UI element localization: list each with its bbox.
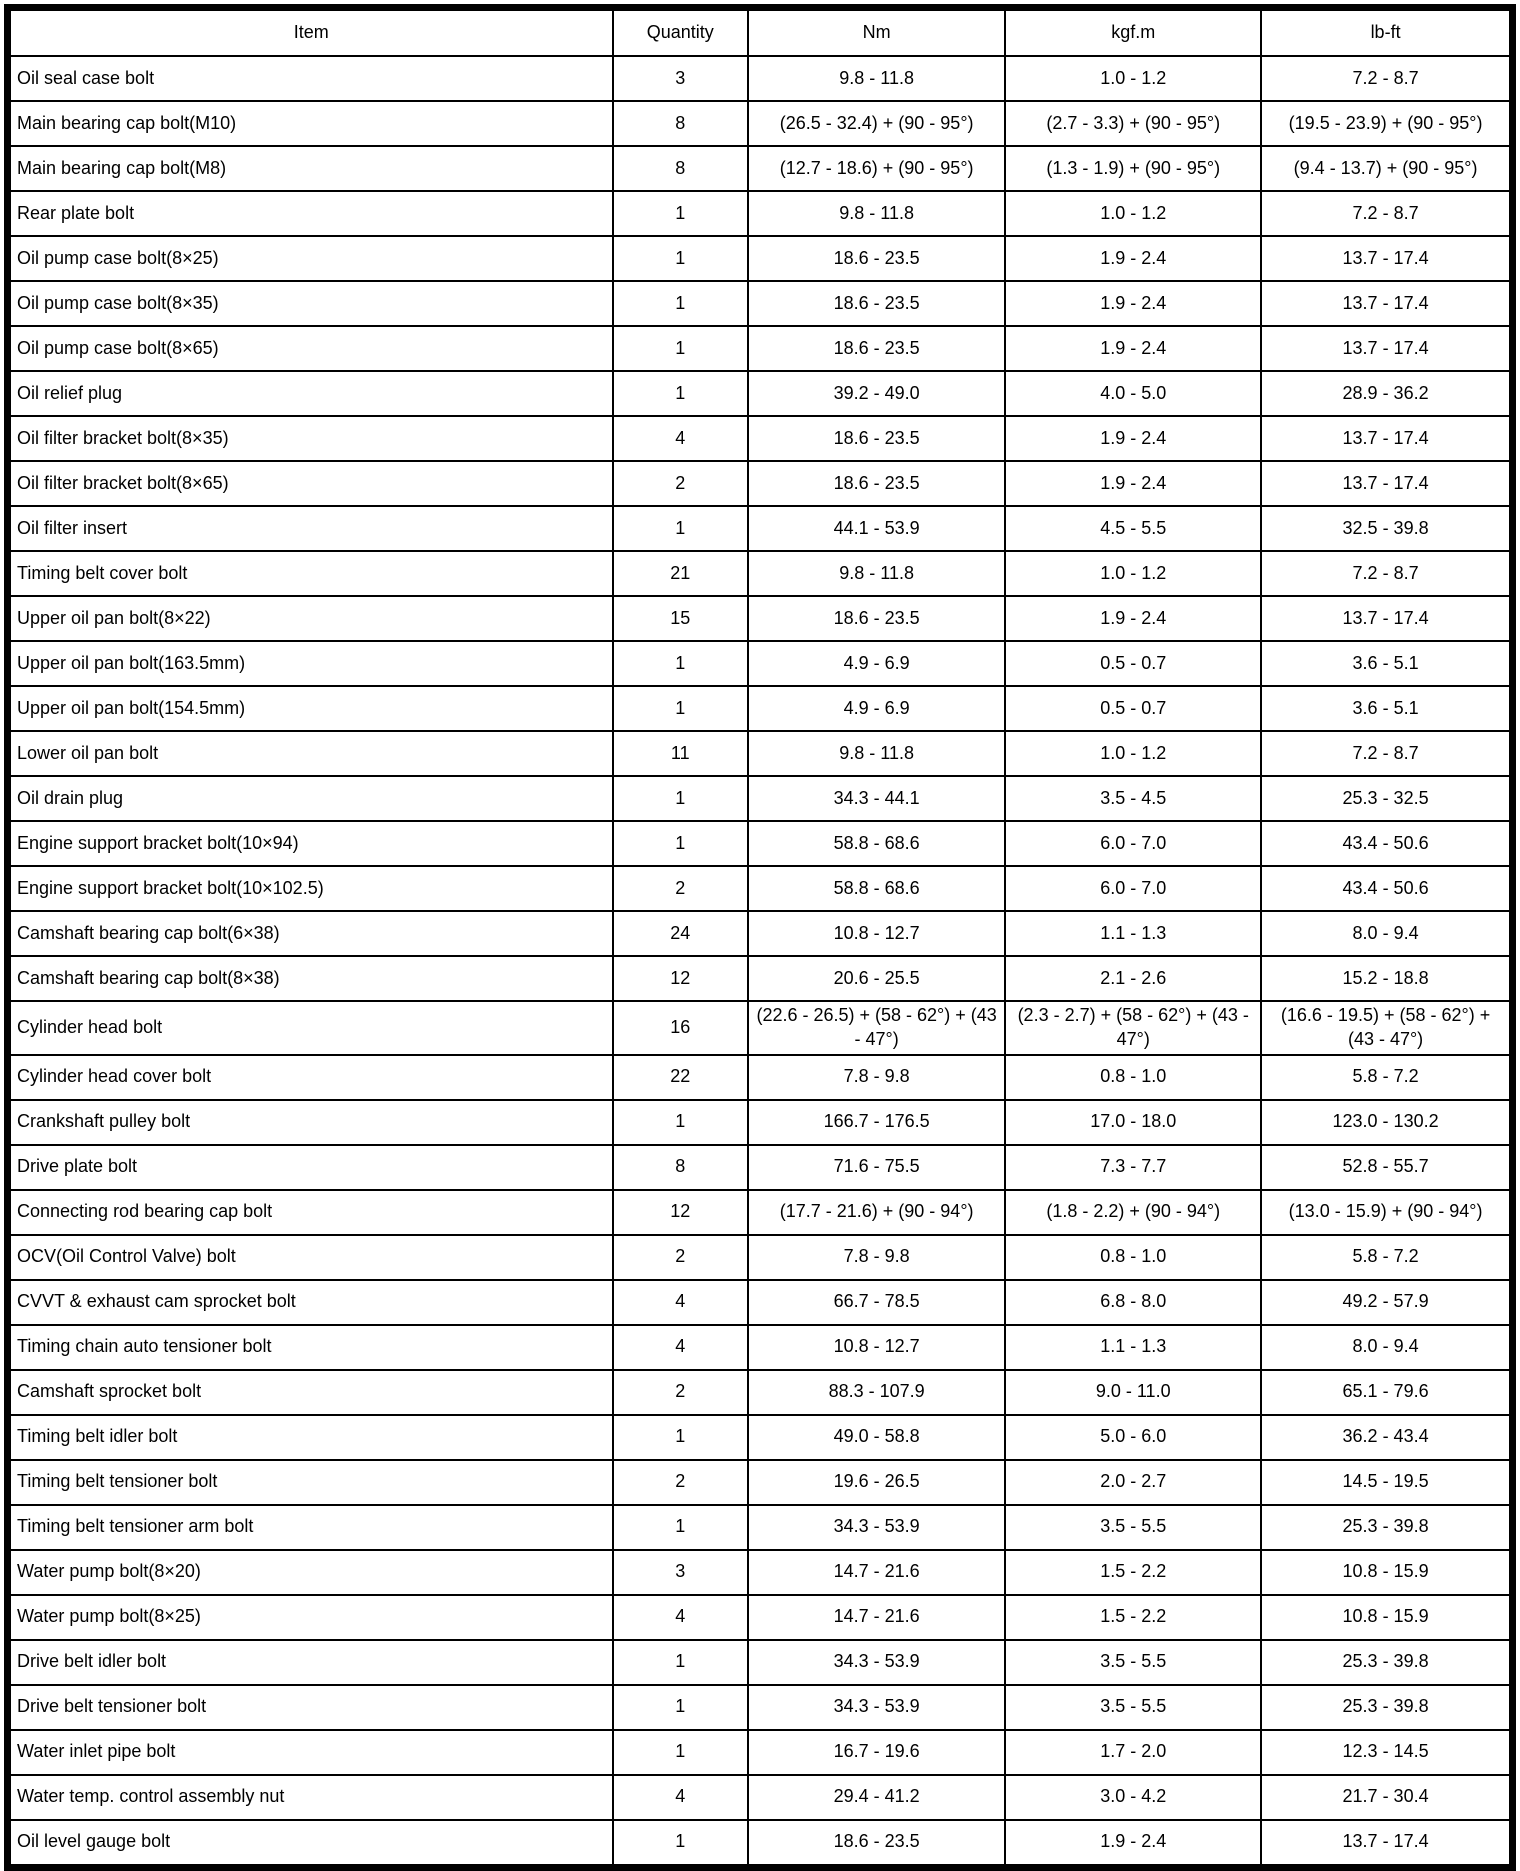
item-cell: Upper oil pan bolt(8×22) xyxy=(8,596,613,641)
table-row xyxy=(8,1415,1513,1460)
lbft-cell: 13.7 - 17.4 xyxy=(1261,236,1512,281)
quantity-cell: 3 xyxy=(613,1550,748,1595)
nm-cell: 66.7 - 78.5 xyxy=(748,1280,1005,1325)
item-cell: Drive belt tensioner bolt xyxy=(8,1685,613,1730)
quantity-cell: 4 xyxy=(613,1595,748,1640)
table-row xyxy=(8,56,1513,101)
quantity-cell: 2 xyxy=(613,866,748,911)
nm-cell: 18.6 - 23.5 xyxy=(748,326,1005,371)
table-row xyxy=(8,1640,1513,1685)
lbft-cell: 12.3 - 14.5 xyxy=(1261,1730,1512,1775)
lbft-cell: 123.0 - 130.2 xyxy=(1261,1100,1512,1145)
lbft-cell: 7.2 - 8.7 xyxy=(1261,551,1512,596)
quantity-cell: 21 xyxy=(613,551,748,596)
table-row xyxy=(8,1190,1513,1235)
item-cell: Cylinder head cover bolt xyxy=(8,1055,613,1100)
table-row xyxy=(8,1370,1513,1415)
item-cell: Rear plate bolt xyxy=(8,191,613,236)
kgfm-cell: 1.9 - 2.4 xyxy=(1005,281,1261,326)
quantity-cell: 4 xyxy=(613,1280,748,1325)
lbft-cell: 21.7 - 30.4 xyxy=(1261,1775,1512,1820)
item-cell: Water inlet pipe bolt xyxy=(8,1730,613,1775)
quantity-cell: 1 xyxy=(613,1415,748,1460)
lbft-cell: 13.7 - 17.4 xyxy=(1261,416,1512,461)
table-row xyxy=(8,1820,1513,1868)
table-row xyxy=(8,1280,1513,1325)
table-row xyxy=(8,776,1513,821)
item-cell: Oil drain plug xyxy=(8,776,613,821)
quantity-cell: 1 xyxy=(613,1820,748,1868)
lbft-cell: 10.8 - 15.9 xyxy=(1261,1550,1512,1595)
item-cell: Camshaft bearing cap bolt(6×38) xyxy=(8,911,613,956)
item-cell: Cylinder head bolt xyxy=(8,1001,613,1055)
lbft-cell: (13.0 - 15.9) + (90 - 94°) xyxy=(1261,1190,1512,1235)
lbft-cell: 49.2 - 57.9 xyxy=(1261,1280,1512,1325)
nm-cell: 18.6 - 23.5 xyxy=(748,1820,1005,1868)
quantity-cell: 1 xyxy=(613,1505,748,1550)
kgfm-cell: 3.5 - 4.5 xyxy=(1005,776,1261,821)
quantity-cell: 16 xyxy=(613,1001,748,1055)
kgfm-cell: 6.8 - 8.0 xyxy=(1005,1280,1261,1325)
nm-cell: 14.7 - 21.6 xyxy=(748,1595,1005,1640)
nm-cell: 4.9 - 6.9 xyxy=(748,641,1005,686)
column-header-lbft: lb-ft xyxy=(1261,8,1512,57)
nm-cell: 9.8 - 11.8 xyxy=(748,56,1005,101)
nm-cell: 19.6 - 26.5 xyxy=(748,1460,1005,1505)
kgfm-cell: 0.8 - 1.0 xyxy=(1005,1235,1261,1280)
nm-cell: 18.6 - 23.5 xyxy=(748,236,1005,281)
quantity-cell: 1 xyxy=(613,821,748,866)
nm-cell: 29.4 - 41.2 xyxy=(748,1775,1005,1820)
quantity-cell: 24 xyxy=(613,911,748,956)
table-row xyxy=(8,1730,1513,1775)
kgfm-cell: (1.8 - 2.2) + (90 - 94°) xyxy=(1005,1190,1261,1235)
table-row xyxy=(8,191,1513,236)
lbft-cell: 25.3 - 39.8 xyxy=(1261,1505,1512,1550)
table-row xyxy=(8,1325,1513,1370)
lbft-cell: 14.5 - 19.5 xyxy=(1261,1460,1512,1505)
table-body xyxy=(8,56,1513,1867)
table-row xyxy=(8,551,1513,596)
table-row xyxy=(8,281,1513,326)
quantity-cell: 12 xyxy=(613,956,748,1001)
nm-cell: 7.8 - 9.8 xyxy=(748,1055,1005,1100)
lbft-cell: 13.7 - 17.4 xyxy=(1261,596,1512,641)
quantity-cell: 1 xyxy=(613,1640,748,1685)
quantity-cell: 15 xyxy=(613,596,748,641)
item-cell: Oil pump case bolt(8×65) xyxy=(8,326,613,371)
kgfm-cell: 0.8 - 1.0 xyxy=(1005,1055,1261,1100)
item-cell: Timing belt tensioner arm bolt xyxy=(8,1505,613,1550)
table-row xyxy=(8,641,1513,686)
item-cell: OCV(Oil Control Valve) bolt xyxy=(8,1235,613,1280)
item-cell: Timing belt idler bolt xyxy=(8,1415,613,1460)
nm-cell: 18.6 - 23.5 xyxy=(748,461,1005,506)
lbft-cell: 7.2 - 8.7 xyxy=(1261,56,1512,101)
nm-cell: 34.3 - 44.1 xyxy=(748,776,1005,821)
lbft-cell: 8.0 - 9.4 xyxy=(1261,1325,1512,1370)
item-cell: Oil filter insert xyxy=(8,506,613,551)
item-cell: Oil relief plug xyxy=(8,371,613,416)
quantity-cell: 1 xyxy=(613,776,748,821)
item-cell: Main bearing cap bolt(M10) xyxy=(8,101,613,146)
quantity-cell: 12 xyxy=(613,1190,748,1235)
item-cell: Crankshaft pulley bolt xyxy=(8,1100,613,1145)
quantity-cell: 4 xyxy=(613,1775,748,1820)
item-cell: Camshaft bearing cap bolt(8×38) xyxy=(8,956,613,1001)
item-cell: Oil level gauge bolt xyxy=(8,1820,613,1868)
column-header-quantity: Quantity xyxy=(613,8,748,57)
table-row xyxy=(8,236,1513,281)
lbft-cell: (16.6 - 19.5) + (58 - 62°) + (43 - 47°) xyxy=(1261,1001,1512,1055)
item-cell: Drive belt idler bolt xyxy=(8,1640,613,1685)
kgfm-cell: 1.9 - 2.4 xyxy=(1005,236,1261,281)
kgfm-cell: 1.5 - 2.2 xyxy=(1005,1550,1261,1595)
quantity-cell: 4 xyxy=(613,416,748,461)
kgfm-cell: (1.3 - 1.9) + (90 - 95°) xyxy=(1005,146,1261,191)
item-cell: Oil filter bracket bolt(8×65) xyxy=(8,461,613,506)
nm-cell: 16.7 - 19.6 xyxy=(748,1730,1005,1775)
nm-cell: 7.8 - 9.8 xyxy=(748,1235,1005,1280)
item-cell: Drive plate bolt xyxy=(8,1145,613,1190)
column-header-item: Item xyxy=(8,8,613,57)
table-row xyxy=(8,1775,1513,1820)
kgfm-cell: 1.9 - 2.4 xyxy=(1005,326,1261,371)
lbft-cell: 13.7 - 17.4 xyxy=(1261,461,1512,506)
quantity-cell: 8 xyxy=(613,101,748,146)
quantity-cell: 1 xyxy=(613,326,748,371)
item-cell: Oil filter bracket bolt(8×35) xyxy=(8,416,613,461)
kgfm-cell: 1.0 - 1.2 xyxy=(1005,56,1261,101)
kgfm-cell: (2.7 - 3.3) + (90 - 95°) xyxy=(1005,101,1261,146)
nm-cell: 58.8 - 68.6 xyxy=(748,866,1005,911)
lbft-cell: (9.4 - 13.7) + (90 - 95°) xyxy=(1261,146,1512,191)
item-cell: Upper oil pan bolt(163.5mm) xyxy=(8,641,613,686)
lbft-cell: 36.2 - 43.4 xyxy=(1261,1415,1512,1460)
table-row xyxy=(8,1235,1513,1280)
kgfm-cell: 6.0 - 7.0 xyxy=(1005,821,1261,866)
table-row xyxy=(8,461,1513,506)
item-cell: Timing belt cover bolt xyxy=(8,551,613,596)
item-cell: Water pump bolt(8×25) xyxy=(8,1595,613,1640)
table-row xyxy=(8,1100,1513,1145)
nm-cell: 14.7 - 21.6 xyxy=(748,1550,1005,1595)
nm-cell: 18.6 - 23.5 xyxy=(748,596,1005,641)
table-row xyxy=(8,1460,1513,1505)
lbft-cell: 13.7 - 17.4 xyxy=(1261,1820,1512,1868)
lbft-cell: 32.5 - 39.8 xyxy=(1261,506,1512,551)
quantity-cell: 1 xyxy=(613,281,748,326)
table-row xyxy=(8,1595,1513,1640)
item-cell: Timing belt tensioner bolt xyxy=(8,1460,613,1505)
kgfm-cell: 1.5 - 2.2 xyxy=(1005,1595,1261,1640)
kgfm-cell: 17.0 - 18.0 xyxy=(1005,1100,1261,1145)
lbft-cell: 28.9 - 36.2 xyxy=(1261,371,1512,416)
table-row xyxy=(8,1550,1513,1595)
table-row xyxy=(8,1685,1513,1730)
quantity-cell: 1 xyxy=(613,1685,748,1730)
nm-cell: 49.0 - 58.8 xyxy=(748,1415,1005,1460)
item-cell: Lower oil pan bolt xyxy=(8,731,613,776)
lbft-cell: 65.1 - 79.6 xyxy=(1261,1370,1512,1415)
kgfm-cell: 1.9 - 2.4 xyxy=(1005,1820,1261,1868)
kgfm-cell: 3.5 - 5.5 xyxy=(1005,1640,1261,1685)
kgfm-cell: 1.7 - 2.0 xyxy=(1005,1730,1261,1775)
item-cell: CVVT & exhaust cam sprocket bolt xyxy=(8,1280,613,1325)
lbft-cell: 10.8 - 15.9 xyxy=(1261,1595,1512,1640)
lbft-cell: 13.7 - 17.4 xyxy=(1261,281,1512,326)
quantity-cell: 22 xyxy=(613,1055,748,1100)
nm-cell: 10.8 - 12.7 xyxy=(748,1325,1005,1370)
lbft-cell: 3.6 - 5.1 xyxy=(1261,686,1512,731)
kgfm-cell: 1.9 - 2.4 xyxy=(1005,416,1261,461)
quantity-cell: 2 xyxy=(613,1235,748,1280)
table-row xyxy=(8,686,1513,731)
quantity-cell: 1 xyxy=(613,641,748,686)
kgfm-cell: 9.0 - 11.0 xyxy=(1005,1370,1261,1415)
table-row xyxy=(8,371,1513,416)
lbft-cell: 7.2 - 8.7 xyxy=(1261,191,1512,236)
item-cell: Timing chain auto tensioner bolt xyxy=(8,1325,613,1370)
kgfm-cell: 3.5 - 5.5 xyxy=(1005,1505,1261,1550)
nm-cell: 10.8 - 12.7 xyxy=(748,911,1005,956)
table-row xyxy=(8,731,1513,776)
quantity-cell: 2 xyxy=(613,1460,748,1505)
nm-cell: (17.7 - 21.6) + (90 - 94°) xyxy=(748,1190,1005,1235)
kgfm-cell: 1.9 - 2.4 xyxy=(1005,461,1261,506)
nm-cell: 44.1 - 53.9 xyxy=(748,506,1005,551)
nm-cell: 34.3 - 53.9 xyxy=(748,1640,1005,1685)
nm-cell: 58.8 - 68.6 xyxy=(748,821,1005,866)
lbft-cell: 13.7 - 17.4 xyxy=(1261,326,1512,371)
quantity-cell: 2 xyxy=(613,461,748,506)
table-row xyxy=(8,596,1513,641)
kgfm-cell: 1.1 - 1.3 xyxy=(1005,1325,1261,1370)
table-row xyxy=(8,911,1513,956)
kgfm-cell: 5.0 - 6.0 xyxy=(1005,1415,1261,1460)
quantity-cell: 1 xyxy=(613,506,748,551)
kgfm-cell: 2.0 - 2.7 xyxy=(1005,1460,1261,1505)
column-header-kgfm: kgf.m xyxy=(1005,8,1261,57)
nm-cell: (22.6 - 26.5) + (58 - 62°) + (43 - 47°) xyxy=(748,1001,1005,1055)
item-cell: Water temp. control assembly nut xyxy=(8,1775,613,1820)
quantity-cell: 1 xyxy=(613,236,748,281)
table-row xyxy=(8,506,1513,551)
column-header-nm: Nm xyxy=(748,8,1005,57)
lbft-cell: 25.3 - 39.8 xyxy=(1261,1685,1512,1730)
lbft-cell: 43.4 - 50.6 xyxy=(1261,821,1512,866)
header-row xyxy=(8,8,1513,57)
kgfm-cell: 6.0 - 7.0 xyxy=(1005,866,1261,911)
nm-cell: 4.9 - 6.9 xyxy=(748,686,1005,731)
table-row xyxy=(8,866,1513,911)
quantity-cell: 8 xyxy=(613,146,748,191)
item-cell: Water pump bolt(8×20) xyxy=(8,1550,613,1595)
torque-spec-table xyxy=(4,4,1516,1871)
quantity-cell: 3 xyxy=(613,56,748,101)
item-cell: Camshaft sprocket bolt xyxy=(8,1370,613,1415)
nm-cell: 9.8 - 11.8 xyxy=(748,731,1005,776)
item-cell: Oil seal case bolt xyxy=(8,56,613,101)
kgfm-cell: 1.1 - 1.3 xyxy=(1005,911,1261,956)
kgfm-cell: 2.1 - 2.6 xyxy=(1005,956,1261,1001)
nm-cell: 18.6 - 23.5 xyxy=(748,416,1005,461)
lbft-cell: 15.2 - 18.8 xyxy=(1261,956,1512,1001)
kgfm-cell: 3.0 - 4.2 xyxy=(1005,1775,1261,1820)
kgfm-cell: 4.5 - 5.5 xyxy=(1005,506,1261,551)
item-cell: Engine support bracket bolt(10×94) xyxy=(8,821,613,866)
lbft-cell: 5.8 - 7.2 xyxy=(1261,1235,1512,1280)
quantity-cell: 4 xyxy=(613,1325,748,1370)
lbft-cell: 25.3 - 39.8 xyxy=(1261,1640,1512,1685)
lbft-cell: 3.6 - 5.1 xyxy=(1261,641,1512,686)
quantity-cell: 8 xyxy=(613,1145,748,1190)
quantity-cell: 11 xyxy=(613,731,748,776)
kgfm-cell: 1.0 - 1.2 xyxy=(1005,551,1261,596)
kgfm-cell: 1.0 - 1.2 xyxy=(1005,191,1261,236)
lbft-cell: 43.4 - 50.6 xyxy=(1261,866,1512,911)
kgfm-cell: 7.3 - 7.7 xyxy=(1005,1145,1261,1190)
lbft-cell: 25.3 - 32.5 xyxy=(1261,776,1512,821)
quantity-cell: 1 xyxy=(613,1730,748,1775)
item-cell: Upper oil pan bolt(154.5mm) xyxy=(8,686,613,731)
quantity-cell: 1 xyxy=(613,371,748,416)
lbft-cell: 5.8 - 7.2 xyxy=(1261,1055,1512,1100)
table-row xyxy=(8,1001,1513,1055)
kgfm-cell: 4.0 - 5.0 xyxy=(1005,371,1261,416)
quantity-cell: 1 xyxy=(613,191,748,236)
lbft-cell: (19.5 - 23.9) + (90 - 95°) xyxy=(1261,101,1512,146)
nm-cell: 71.6 - 75.5 xyxy=(748,1145,1005,1190)
nm-cell: 34.3 - 53.9 xyxy=(748,1685,1005,1730)
kgfm-cell: 0.5 - 0.7 xyxy=(1005,686,1261,731)
kgfm-cell: 1.9 - 2.4 xyxy=(1005,596,1261,641)
nm-cell: (26.5 - 32.4) + (90 - 95°) xyxy=(748,101,1005,146)
lbft-cell: 7.2 - 8.7 xyxy=(1261,731,1512,776)
nm-cell: (12.7 - 18.6) + (90 - 95°) xyxy=(748,146,1005,191)
table-header xyxy=(8,8,1513,57)
quantity-cell: 1 xyxy=(613,686,748,731)
nm-cell: 39.2 - 49.0 xyxy=(748,371,1005,416)
item-cell: Oil pump case bolt(8×25) xyxy=(8,236,613,281)
table-row xyxy=(8,821,1513,866)
kgfm-cell: 0.5 - 0.7 xyxy=(1005,641,1261,686)
item-cell: Oil pump case bolt(8×35) xyxy=(8,281,613,326)
item-cell: Connecting rod bearing cap bolt xyxy=(8,1190,613,1235)
table-row xyxy=(8,1055,1513,1100)
nm-cell: 166.7 - 176.5 xyxy=(748,1100,1005,1145)
item-cell: Main bearing cap bolt(M8) xyxy=(8,146,613,191)
table-row xyxy=(8,416,1513,461)
table-row xyxy=(8,101,1513,146)
table-row xyxy=(8,1145,1513,1190)
quantity-cell: 2 xyxy=(613,1370,748,1415)
nm-cell: 20.6 - 25.5 xyxy=(748,956,1005,1001)
kgfm-cell: 1.0 - 1.2 xyxy=(1005,731,1261,776)
nm-cell: 9.8 - 11.8 xyxy=(748,191,1005,236)
nm-cell: 88.3 - 107.9 xyxy=(748,1370,1005,1415)
table-row xyxy=(8,956,1513,1001)
nm-cell: 18.6 - 23.5 xyxy=(748,281,1005,326)
nm-cell: 9.8 - 11.8 xyxy=(748,551,1005,596)
kgfm-cell: (2.3 - 2.7) + (58 - 62°) + (43 - 47°) xyxy=(1005,1001,1261,1055)
table-row xyxy=(8,1505,1513,1550)
lbft-cell: 52.8 - 55.7 xyxy=(1261,1145,1512,1190)
table-row xyxy=(8,146,1513,191)
table-row xyxy=(8,326,1513,371)
lbft-cell: 8.0 - 9.4 xyxy=(1261,911,1512,956)
quantity-cell: 1 xyxy=(613,1100,748,1145)
item-cell: Engine support bracket bolt(10×102.5) xyxy=(8,866,613,911)
kgfm-cell: 3.5 - 5.5 xyxy=(1005,1685,1261,1730)
nm-cell: 34.3 - 53.9 xyxy=(748,1505,1005,1550)
